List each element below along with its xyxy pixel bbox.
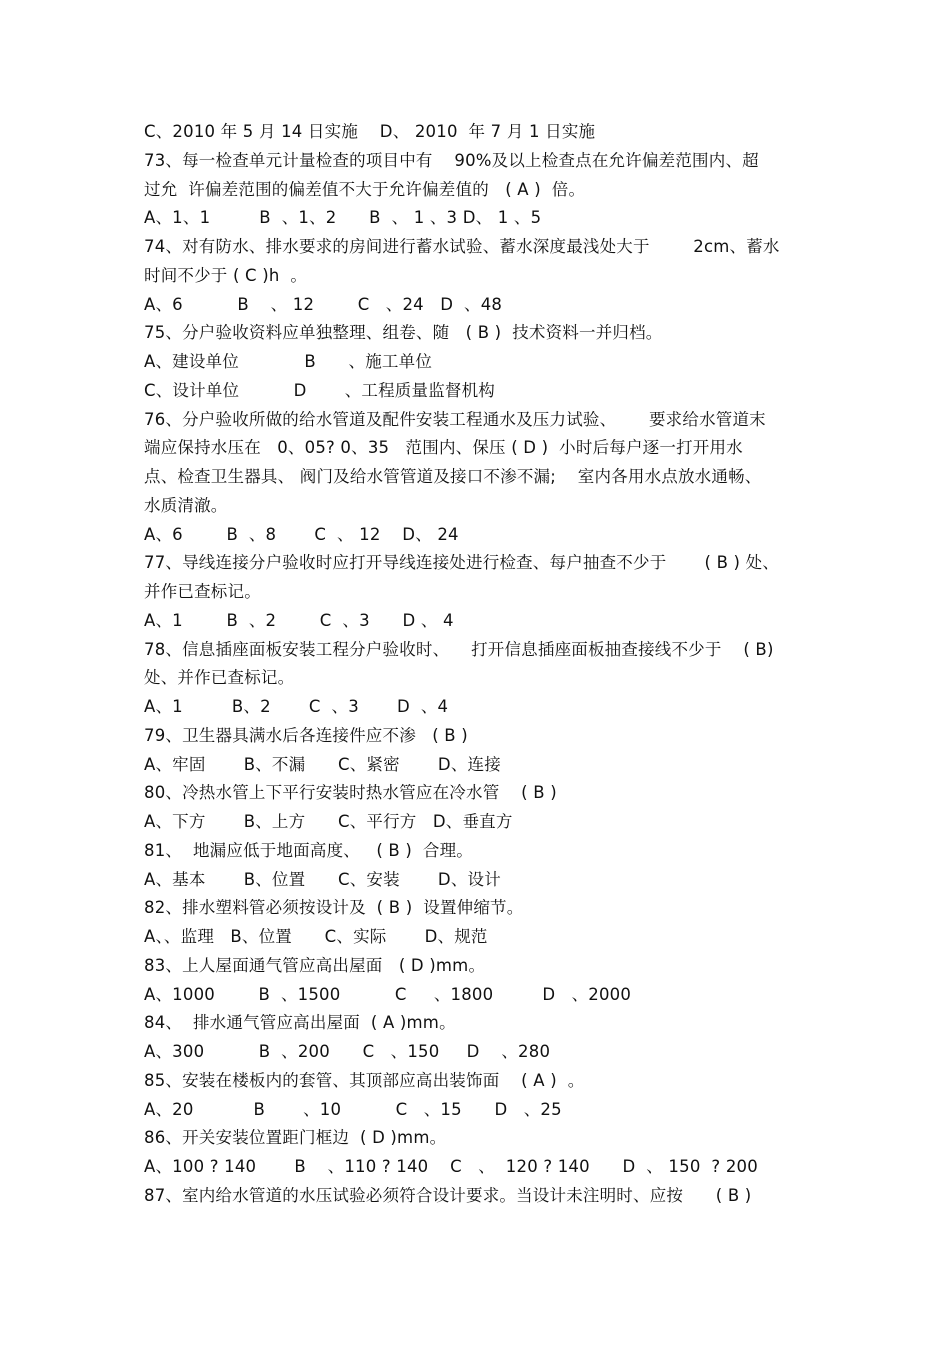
question-text-block (144, 118, 814, 1211)
text-line: A、6 B 、8 C 、 12 D、 24 (144, 524, 459, 544)
text-line: A、100 ? 140 B 、110 ? 140 C 、 120 ? 140 D 、 150 ? 200 (144, 1157, 758, 1176)
text-line: A、300 B 、200 C 、150 D 、280 (144, 1042, 551, 1061)
text-line: 87、室内给水管道的水压试验必须符合设计要求。当设计未注明时、应按 ( B ) (144, 1185, 752, 1205)
text-line: A、1 B、2 C 、3 D 、4 (144, 697, 449, 716)
text-line: 74、对有防水、排水要求的房间进行蓄水试验、蓄水深度最浅处大于 2cm、蓄水 (144, 237, 780, 256)
text-line: A、6 B 、 12 C 、24 D 、48 (144, 294, 503, 314)
text-line: A、建设单位 B 、施工单位 (144, 352, 433, 371)
text-line: 端应保持水压在 0、05? 0、35 范围内、保压 ( D ) 小时后每户逐一打开用水 (144, 438, 743, 458)
text-line: A、1000 B 、1500 C 、1800 D 、2000 (144, 984, 632, 1004)
text-line: 过允 许偏差范围的偏差值不大于允许偏差值的 ( A ) 倍。 (144, 179, 586, 199)
text-line: 86、开关安装位置距门框边 ( D )mm。 (144, 1128, 447, 1148)
text-line: 水质清澈。 (144, 495, 228, 515)
text-line: 82、排水塑料管必须按设计及 ( B ) 设置伸缩节。 (144, 898, 524, 918)
text-line: A、1 B 、2 C 、3 D 、 4 (144, 610, 454, 630)
text-line: 81、 地漏应低于地面高度、 ( B ) 合理。 (144, 840, 473, 860)
text-line: C、设计单位 D 、工程质量监督机构 (144, 380, 495, 400)
text-line: 75、分户验收资料应单独整理、组卷、随 ( B ) 技术资料一并归档。 (144, 323, 663, 343)
text-line: 79、卫生器具满水后各连接件应不渗 ( B ) (144, 725, 468, 745)
text-line: C、2010 年 5 月 14 日实施 D、 2010 年 7 月 1 日实施 (144, 122, 596, 141)
text-line: 76、分户验收所做的给水管道及配件安装工程通水及压力试验、 要求给水管道末 (144, 409, 766, 429)
text-line: 80、冷热水管上下平行安装时热水管应在冷水管 ( B ) (144, 783, 557, 803)
text-line: 77、导线连接分户验收时应打开导线连接处进行检查、每户抽查不少于 ( B ) 处、 (144, 553, 780, 573)
text-line: A、1、1 B 、1、2 B 、 1 、3 D、 1 、5 (144, 208, 542, 228)
text-line: 点、检查卫生器具、 阀门及给水管管道及接口不渗不漏; 室内各用水点放水通畅、 (144, 467, 762, 486)
text-line: A、牢固 B、不漏 C、紧密 D、连接 (144, 754, 501, 774)
text-line: A、、监理 B、位置 C、实际 D、规范 (144, 927, 488, 946)
text-line: A、20 B 、10 C 、15 D 、25 (144, 1099, 562, 1119)
text-line: 85、安装在楼板内的套管、其顶部应高出装饰面 ( A ) 。 (144, 1070, 585, 1090)
text-line: 84、 排水通气管应高出屋面 ( A )mm。 (144, 1013, 456, 1033)
text-line: 83、上人屋面通气管应高出屋面 ( D )mm。 (144, 955, 486, 975)
text-line: 73、每一检查单元计量检查的项目中有 90%及以上检查点在允许偏差范围内、超 (144, 150, 759, 170)
text-line: 并作已查标记。 (144, 582, 261, 601)
text-line: A、下方 B、上方 C、平行方 D、垂直方 (144, 812, 513, 831)
text-line: 处、并作已查标记。 (144, 668, 295, 688)
text-line: 78、信息插座面板安装工程分户验收时、 打开信息插座面板抽查接线不少于 ( B) (144, 639, 774, 659)
text-line: 时间不少于 ( C )h 。 (144, 265, 308, 285)
text-line: A、基本 B、位置 C、安装 D、设计 (144, 869, 501, 889)
